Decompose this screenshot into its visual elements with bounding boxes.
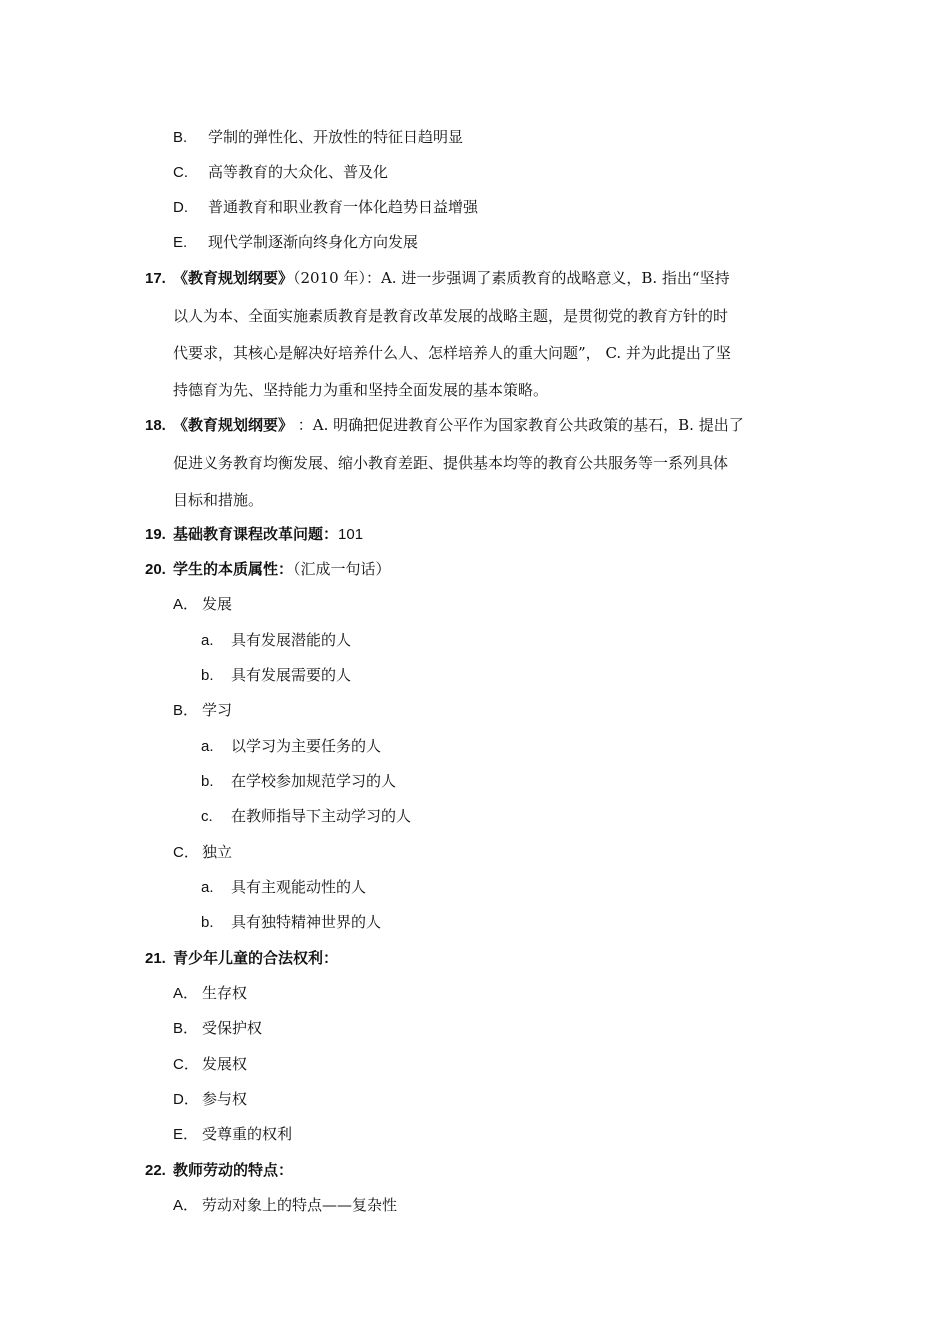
list-item: C． 发展权 — [173, 1055, 248, 1073]
item-17-text: 持德育为先、坚持能力为重和坚持全面发展的基本策略。 — [173, 381, 549, 399]
sub-list-item: a. 具有主观能动性的人 — [201, 878, 367, 896]
item-17-heading: 17. 《教育规划纲要》（2010 年）：A. 进一步强调了素质教育的战略意义，B. 指出“坚持 — [145, 269, 730, 287]
item-17-text: 代要求，其核心是解决好培养什么人、怎样培养人的重大问题”， C. 并为此提出了坚 — [173, 344, 731, 362]
list-item: A． 劳动对象上的特点——复杂性 — [173, 1196, 398, 1214]
list-item: A． 发展 — [173, 595, 233, 613]
item-21-heading: 21. 青少年儿童的合法权利： — [145, 949, 339, 967]
list-item: B. 学制的弹性化、开放性的特征日趋明显 — [173, 128, 464, 146]
item-20-heading: 20. 学生的本质属性：（汇成一句话） — [145, 560, 391, 578]
item-18-text: 促进义务教育均衡发展、缩小教育差距、提供基本均等的教育公共服务等一系列具体 — [173, 454, 729, 472]
list-item: B． 受保护权 — [173, 1019, 263, 1037]
item-19-heading: 19. 基础教育课程改革问题：101 — [145, 525, 364, 543]
item-22-heading: 22. 教师劳动的特点： — [145, 1161, 294, 1179]
sub-list-item: b. 在学校参加规范学习的人 — [201, 772, 397, 790]
list-item: B． 学习 — [173, 701, 233, 719]
item-18-heading: 18. 《教育规划纲要》 ：A. 明确把促进教育公平作为国家教育公共政策的基石，B. 提出了 — [145, 416, 744, 434]
sub-list-item: a. 具有发展潜能的人 — [201, 631, 352, 649]
sub-list-item: a. 以学习为主要任务的人 — [201, 737, 382, 755]
list-item: D. 普通教育和职业教育一体化趋势日益增强 — [173, 198, 479, 216]
list-item: A． 生存权 — [173, 984, 248, 1002]
item-18-title: 《教育规划纲要》 — [173, 416, 294, 434]
sub-list-item: c. 在教师指导下主动学习的人 — [201, 807, 412, 825]
item-17-text: 以人为本、全面实施素质教育是教育改革发展的战略主题，是贯彻党的教育方针的时 — [173, 307, 729, 325]
list-item: D． 参与权 — [173, 1090, 248, 1108]
list-item: C． 独立 — [173, 843, 233, 861]
list-item: C. 高等教育的大众化、普及化 — [173, 163, 389, 181]
sub-list-item: b. 具有发展需要的人 — [201, 666, 352, 684]
list-item: E． 受尊重的权利 — [173, 1125, 293, 1143]
item-18-text: 目标和措施。 — [173, 491, 264, 509]
item-17-title: 《教育规划纲要》 — [173, 269, 294, 287]
sub-list-item: b. 具有独特精神世界的人 — [201, 913, 382, 931]
list-item: E. 现代学制逐渐向终身化方向发展 — [173, 233, 419, 251]
